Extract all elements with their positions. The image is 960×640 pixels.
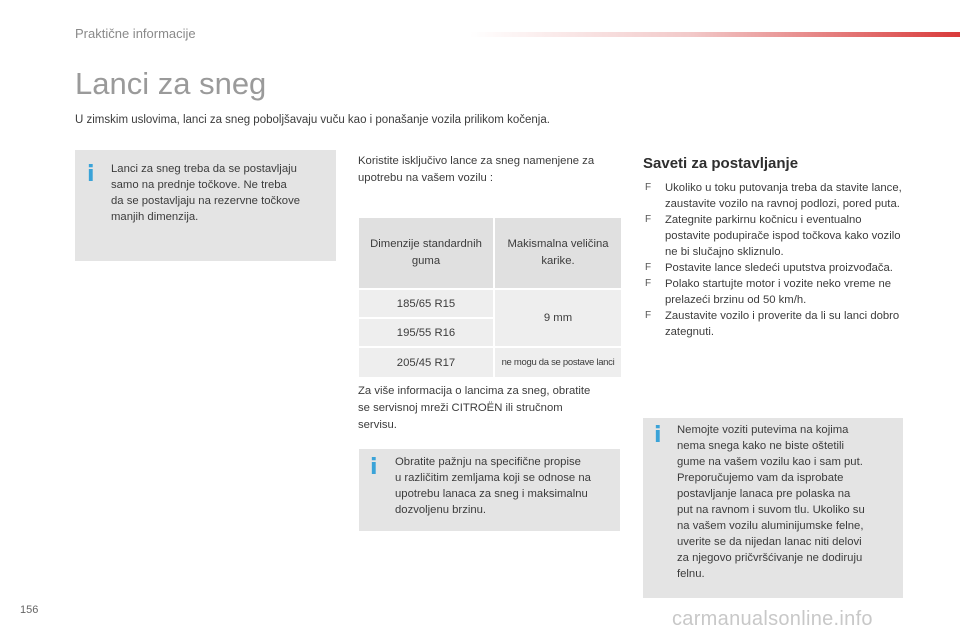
list-item: [643, 276, 905, 308]
chains-usage-text: Koristite isključivo lance za sneg namenjene za upotrebu na vašem vozilu :: [358, 155, 595, 184]
table-cell-value: ne mogu da se postave lanci: [494, 347, 621, 378]
table-header-link-size: Makismalna veličina karike.: [494, 218, 621, 289]
page-title: Lanci za sneg: [75, 66, 267, 101]
tip-text: Ukoliko u toku putovanja treba da stavite lance, zaustavite vozilo na ravnoj podlozi, pored puta.: [665, 182, 902, 210]
table-row: [359, 347, 621, 378]
bullet-icon: F: [645, 214, 652, 225]
more-info-text: Za više informacija o lancima za sneg, obratite se servisnoj mreži CITROËN ili stručnom servisu.: [358, 385, 591, 431]
bullet-icon: F: [645, 278, 652, 289]
table-row: [359, 289, 621, 318]
bullet-icon: F: [645, 310, 652, 321]
table-cell-size: 195/55 R16: [359, 318, 494, 347]
table-header-tyre-size: Dimenzije standardnih guma: [359, 218, 494, 289]
info-box-middle-text: Obratite pažnju na specifične propise u različitim zemljama koji se odnose na upotrebu lanaca za sneg i maksimalnu dozvoljenu brzinu.: [395, 456, 591, 516]
tip-text: Zategnite parkirnu kočnicu i eventualno postavite podupirače ispod točkova kako vozilo ne bi slučajno skliznulo.: [665, 214, 901, 258]
table-header-row: [359, 218, 621, 289]
list-item: [643, 212, 905, 260]
info-box-left-text: Lanci za sneg treba da se postavljaju samo na prednje točkove. Ne treba da se postavljaju na rezervne točkove manjih dimenzija.: [111, 163, 301, 223]
bullet-icon: F: [645, 262, 652, 273]
info-box-right-text: Nemojte voziti putevima na kojima nema snega kako ne biste oštetili gume na vašem vozilu kao i sam put. Preporučujemo vam da isprobate postavljanje lanaca pre polaska na put na ravnom i suvom tlu. Ukoliko su na vašem vozilu aluminijumske felne, uverite se da nijedan lanac niti delovi za njegovo pričvršćivanje ne dodiruju felnu.: [677, 424, 865, 580]
info-icon: i: [654, 423, 662, 448]
list-item: [643, 180, 905, 212]
table-cell-size: 185/65 R15: [359, 289, 494, 318]
tip-text: Postavite lance sledeći uputstva proizvođača.: [665, 262, 893, 274]
table-cell-value: 9 mm: [494, 289, 621, 347]
info-icon: i: [87, 162, 95, 187]
table-cell-size: 205/45 R17: [359, 347, 494, 378]
intro-text: U zimskim uslovima, lanci za sneg poboljšavaju vuču kao i ponašanje vozila prilikom kočenja.: [75, 114, 550, 126]
header-accent-bar: [470, 32, 960, 37]
watermark: carmanualsonline.info: [672, 608, 873, 630]
info-box-middle: [359, 449, 620, 531]
list-item: [643, 308, 905, 340]
tip-text: Zaustavite vozilo i proverite da li su lanci dobro zategnuti.: [665, 310, 900, 338]
info-box-left: [75, 150, 336, 261]
info-icon: i: [370, 455, 378, 480]
info-box-right: [643, 418, 903, 598]
tips-title: Saveti za postavljanje: [643, 155, 799, 172]
list-item: [643, 260, 905, 276]
page-number: 156: [20, 604, 39, 616]
tip-text: Polako startujte motor i vozite neko vreme ne prelazeći brzinu od 50 km/h.: [665, 278, 892, 306]
chain-size-table: [359, 218, 621, 379]
tips-list: [643, 180, 905, 340]
bullet-icon: F: [645, 182, 652, 193]
section-header: Praktične informacije: [75, 26, 196, 41]
